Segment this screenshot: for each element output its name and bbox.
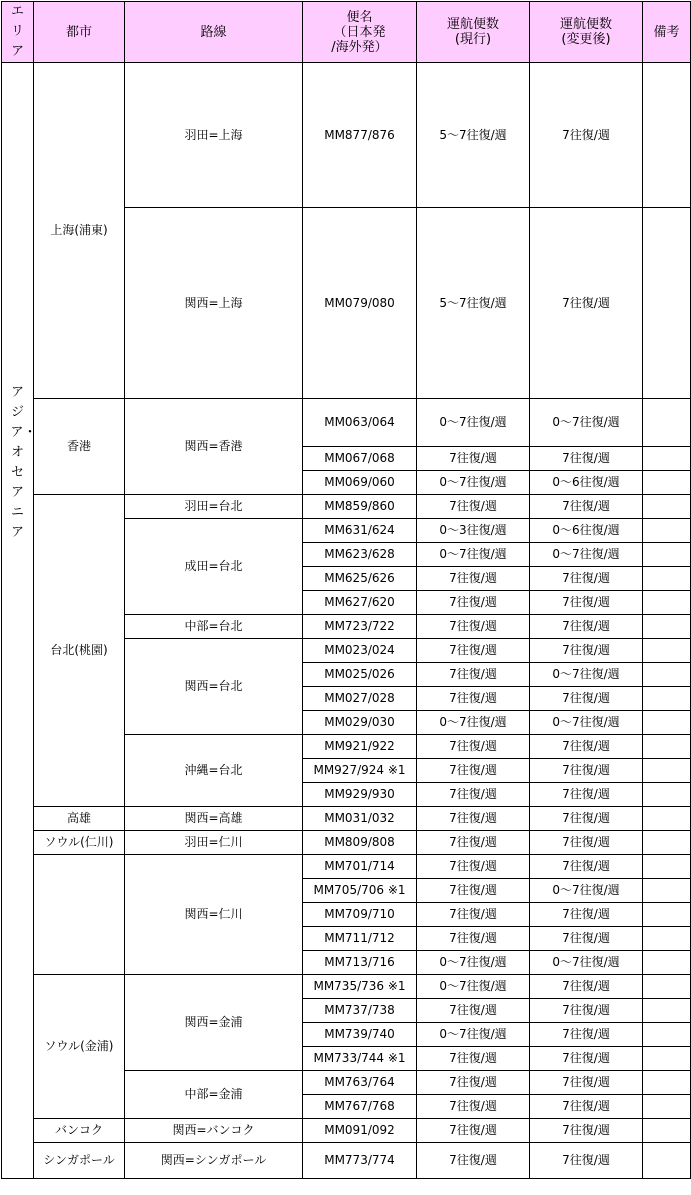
flight-cell: MM025/026 <box>303 663 417 687</box>
flight-cell: MM877/876 <box>303 63 417 208</box>
note-cell <box>643 495 691 519</box>
current-cell: 5～7往復/週 <box>417 63 530 208</box>
table-row <box>2 1143 691 1179</box>
flight-cell: MM723/722 <box>303 615 417 639</box>
note-cell <box>643 543 691 567</box>
current-cell: 7往復/週 <box>417 999 530 1023</box>
flight-cell: MM023/024 <box>303 639 417 663</box>
table-row <box>2 855 691 879</box>
header-city: 都市 <box>34 2 125 63</box>
flight-cell: MM735/736 ※1 <box>303 975 417 999</box>
current-cell: 7往復/週 <box>417 591 530 615</box>
note-cell <box>643 951 691 975</box>
current-cell: 7往復/週 <box>417 639 530 663</box>
note-cell <box>643 687 691 711</box>
current-cell: 0～7往復/週 <box>417 471 530 495</box>
changed-cell: 7往復/週 <box>530 687 643 711</box>
changed-cell: 7往復/週 <box>530 591 643 615</box>
header-area: エリア <box>2 2 34 63</box>
changed-cell: 7往復/週 <box>530 807 643 831</box>
flight-cell: MM627/620 <box>303 591 417 615</box>
changed-cell: 7往復/週 <box>530 63 643 208</box>
current-cell: 7往復/週 <box>417 759 530 783</box>
current-cell: 7往復/週 <box>417 783 530 807</box>
changed-cell: 7往復/週 <box>530 495 643 519</box>
flight-cell: MM623/628 <box>303 543 417 567</box>
note-cell <box>643 1143 691 1179</box>
note-cell <box>643 1071 691 1095</box>
changed-cell: 7往復/週 <box>530 831 643 855</box>
flight-cell: MM713/716 <box>303 951 417 975</box>
changed-cell: 7往復/週 <box>530 1023 643 1047</box>
note-cell <box>643 759 691 783</box>
note-cell <box>643 471 691 495</box>
changed-cell: 7往復/週 <box>530 567 643 591</box>
note-cell <box>643 999 691 1023</box>
changed-cell: 7往復/週 <box>530 615 643 639</box>
current-cell: 7往復/週 <box>417 855 530 879</box>
current-cell: 7往復/週 <box>417 447 530 471</box>
changed-cell: 0～7往復/週 <box>530 663 643 687</box>
note-cell <box>643 1119 691 1143</box>
route-cell: 中部=金浦 <box>125 1071 303 1119</box>
city-cell: バンコク <box>34 1119 125 1143</box>
changed-cell: 7往復/週 <box>530 975 643 999</box>
route-cell: 関西=金浦 <box>125 975 303 1071</box>
flight-cell: MM739/740 <box>303 1023 417 1047</box>
route-cell: 成田=台北 <box>125 519 303 615</box>
route-cell: 関西=高雄 <box>125 807 303 831</box>
flight-cell: MM063/064 <box>303 399 417 447</box>
changed-cell: 7往復/週 <box>530 1095 643 1119</box>
changed-cell: 7往復/週 <box>530 927 643 951</box>
changed-cell: 7往復/週 <box>530 735 643 759</box>
changed-cell: 7往復/週 <box>530 1119 643 1143</box>
flight-cell: MM069/060 <box>303 471 417 495</box>
note-cell <box>643 831 691 855</box>
flight-cell: MM929/930 <box>303 783 417 807</box>
current-cell: 7往復/週 <box>417 1047 530 1071</box>
flight-cell: MM809/808 <box>303 831 417 855</box>
note-cell <box>643 975 691 999</box>
changed-cell: 0～7往復/週 <box>530 711 643 735</box>
note-cell <box>643 447 691 471</box>
current-cell: 7往復/週 <box>417 687 530 711</box>
flight-cell: MM773/774 <box>303 1143 417 1179</box>
changed-cell: 0～7往復/週 <box>530 543 643 567</box>
current-cell: 7往復/週 <box>417 1071 530 1095</box>
note-cell <box>643 208 691 399</box>
current-cell: 7往復/週 <box>417 807 530 831</box>
note-cell <box>643 615 691 639</box>
changed-cell: 7往復/週 <box>530 208 643 399</box>
route-cell: 関西=シンガポール <box>125 1143 303 1179</box>
current-cell: 7往復/週 <box>417 615 530 639</box>
current-cell: 7往復/週 <box>417 927 530 951</box>
route-cell: 関西=香港 <box>125 399 303 495</box>
flight-cell: MM767/768 <box>303 1095 417 1119</box>
changed-cell: 0～7往復/週 <box>530 879 643 903</box>
note-cell <box>643 663 691 687</box>
note-cell <box>643 1047 691 1071</box>
current-cell: 5～7往復/週 <box>417 208 530 399</box>
table-row <box>2 807 691 831</box>
flight-cell: MM709/710 <box>303 903 417 927</box>
city-cell: 台北(桃園) <box>34 495 125 807</box>
city-cell: シンガポール <box>34 1143 125 1179</box>
flight-cell: MM029/030 <box>303 711 417 735</box>
flight-cell: MM091/092 <box>303 1119 417 1143</box>
changed-cell: 7往復/週 <box>530 903 643 927</box>
flight-cell: MM921/922 <box>303 735 417 759</box>
note-cell <box>643 63 691 208</box>
note-cell <box>643 399 691 447</box>
note-cell <box>643 711 691 735</box>
current-cell: 0～7往復/週 <box>417 975 530 999</box>
flight-cell: MM067/068 <box>303 447 417 471</box>
flight-cell: MM859/860 <box>303 495 417 519</box>
route-cell: 関西=仁川 <box>125 855 303 975</box>
flight-schedule-table <box>1 1 691 1179</box>
current-cell: 7往復/週 <box>417 663 530 687</box>
changed-cell: 0～6往復/週 <box>530 471 643 495</box>
header-flight: 便名 （日本発 /海外発） <box>303 2 417 63</box>
note-cell <box>643 855 691 879</box>
flight-cell: MM031/032 <box>303 807 417 831</box>
current-cell: 0～7往復/週 <box>417 711 530 735</box>
city-cell: 上海(浦東) <box>34 63 125 399</box>
route-cell: 羽田=台北 <box>125 495 303 519</box>
current-cell: 0～3往復/週 <box>417 519 530 543</box>
note-cell <box>643 879 691 903</box>
flight-cell: MM927/924 ※1 <box>303 759 417 783</box>
changed-cell: 7往復/週 <box>530 1071 643 1095</box>
table-row <box>2 495 691 519</box>
changed-cell: 7往復/週 <box>530 759 643 783</box>
note-cell <box>643 807 691 831</box>
note-cell <box>643 519 691 543</box>
changed-cell: 7往復/週 <box>530 1143 643 1179</box>
route-cell: 羽田=仁川 <box>125 831 303 855</box>
city-cell: ソウル(仁川) <box>34 831 125 855</box>
flight-cell: MM763/764 <box>303 1071 417 1095</box>
route-cell: 羽田=上海 <box>125 63 303 208</box>
city-cell: 高雄 <box>34 807 125 831</box>
header-route: 路線 <box>125 2 303 63</box>
current-cell: 0～7往復/週 <box>417 399 530 447</box>
note-cell <box>643 783 691 807</box>
note-cell <box>643 639 691 663</box>
flight-cell: MM737/738 <box>303 999 417 1023</box>
route-cell: 関西=上海 <box>125 208 303 399</box>
flight-cell: MM625/626 <box>303 567 417 591</box>
table-row <box>2 975 691 999</box>
table-row <box>2 1119 691 1143</box>
header-row <box>2 2 691 63</box>
table-row <box>2 399 691 447</box>
table-row <box>2 63 691 208</box>
changed-cell: 0～7往復/週 <box>530 951 643 975</box>
current-cell: 7往復/週 <box>417 1095 530 1119</box>
current-cell: 0～7往復/週 <box>417 543 530 567</box>
table-row <box>2 831 691 855</box>
current-cell: 7往復/週 <box>417 1143 530 1179</box>
flight-cell: MM631/624 <box>303 519 417 543</box>
flight-cell: MM705/706 ※1 <box>303 879 417 903</box>
current-cell: 7往復/週 <box>417 495 530 519</box>
current-cell: 7往復/週 <box>417 567 530 591</box>
flight-cell: MM079/080 <box>303 208 417 399</box>
note-cell <box>643 591 691 615</box>
current-cell: 7往復/週 <box>417 1119 530 1143</box>
route-cell: 沖縄=台北 <box>125 735 303 807</box>
changed-cell: 7往復/週 <box>530 783 643 807</box>
changed-cell: 7往復/週 <box>530 999 643 1023</box>
note-cell <box>643 735 691 759</box>
changed-cell: 0～7往復/週 <box>530 399 643 447</box>
changed-cell: 7往復/週 <box>530 855 643 879</box>
current-cell: 7往復/週 <box>417 831 530 855</box>
header-changed: 運航便数 (変更後) <box>530 2 643 63</box>
route-cell: 関西=バンコク <box>125 1119 303 1143</box>
current-cell: 7往復/週 <box>417 735 530 759</box>
current-cell: 0～7往復/週 <box>417 951 530 975</box>
header-current: 運航便数 (現行) <box>417 2 530 63</box>
changed-cell: 7往復/週 <box>530 447 643 471</box>
note-cell <box>643 1023 691 1047</box>
note-cell <box>643 903 691 927</box>
note-cell <box>643 1095 691 1119</box>
flight-cell: MM733/744 ※1 <box>303 1047 417 1071</box>
current-cell: 7往復/週 <box>417 903 530 927</box>
changed-cell: 7往復/週 <box>530 1047 643 1071</box>
flight-cell: MM027/028 <box>303 687 417 711</box>
note-cell <box>643 567 691 591</box>
route-cell: 関西=台北 <box>125 639 303 735</box>
changed-cell: 7往復/週 <box>530 639 643 663</box>
changed-cell: 0～6往復/週 <box>530 519 643 543</box>
current-cell: 0～7往復/週 <box>417 1023 530 1047</box>
area-cell: アジア・オセアニア <box>2 63 34 1179</box>
city-cell: ソウル(金浦) <box>34 975 125 1119</box>
city-cell-blank <box>34 855 125 975</box>
current-cell: 7往復/週 <box>417 879 530 903</box>
flight-cell: MM711/712 <box>303 927 417 951</box>
flight-cell: MM701/714 <box>303 855 417 879</box>
route-cell: 中部=台北 <box>125 615 303 639</box>
note-cell <box>643 927 691 951</box>
header-notes: 備考 <box>643 2 691 63</box>
city-cell: 香港 <box>34 399 125 495</box>
